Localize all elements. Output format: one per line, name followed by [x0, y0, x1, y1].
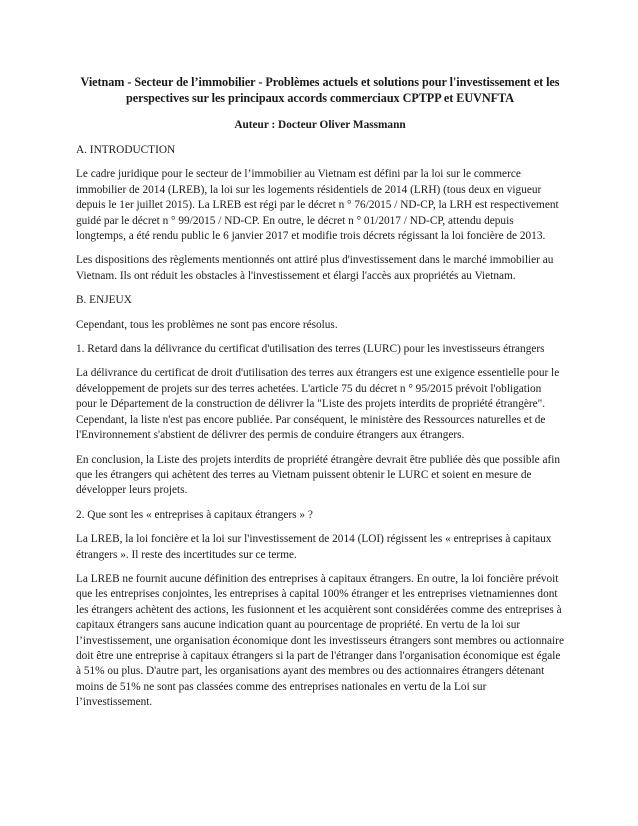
document-page [76, 74, 564, 720]
subheading-issue-1: 1. Retard dans la délivrance du certificat d'utilisation des terres (LURC) pour les investisseurs étrangers [76, 343, 545, 356]
paragraph-intro-1: Le cadre juridique pour le secteur de l’immobilier au Vietnam est défini par la loi sur le commerce immobilier de 2014 (LREB), la loi sur les logements résidentiels de 2014 (LRH) (tous deux en vigueur depuis le 1er juillet 2015). La LREB est régi par le décret n ° 76/2015 / ND-CP, la LRH est respectivement guidé par le décret n ° 99/2015 / ND-CP. En outre, le décret n ° 01/2017 / ND-CP, attendu depuis longtemps, a été rendu public le 6 janvier 2017 et modifie trois décrets régissant la loi foncière de 2013. [76, 168, 559, 243]
section-heading-issues: B. ENJEUX [76, 294, 132, 307]
section-heading-introduction: A. INTRODUCTION [76, 144, 176, 156]
document-author: Auteur : Docteur Oliver Massmann [234, 119, 406, 131]
paragraph-issue2-2: La LREB ne fournit aucune définition des entreprises à capitaux étrangers. En outre, la loi foncière prévoit que les entreprises conjointes, les entreprises à capital 100% étranger et les entreprises vietnamiennes dont les étrangers achètent des actions, les fusionnent et les acquièrent sont considérées comme des entreprises à capitaux étrangers sans aucune indication quant au pourcentage de propriété. En vertu de la loi sur l’investissement, une organisation économique dont les investisseurs étrangers sont membres ou actionnaire doit être une entreprise à capitaux étrangers si la part de l'étranger dans l'organisation économique est égale à 51% ou plus. D'autre part, les organisations ayant des membres ou des actionnaires étrangers détenant moins de 51% ne sont pas classées comme des entreprises nationales en vertu de la Loi sur l’investissement. [76, 572, 564, 709]
paragraph-issue1-1: La délivrance du certificat de droit d'utilisation des terres aux étrangers est une exigence essentielle pour le développement de projets sur des terres achetées. L'article 75 du décret n ° 95/2015 prévoit l'obligation pour le Département de la construction de délivrer la "Liste des projets interdits de propriété étrangère". Cependant, la liste n'est pas encore publiée. Par conséquent, le ministère des Ressources naturelles et de l'Environnement s'abstient de délivrer des permis de conduire étrangers aux étrangers. [76, 367, 560, 442]
document-title: Vietnam - Secteur de l’immobilier - Problèmes actuels et solutions pour l'investissement et les perspectives sur les principaux accords commerciaux CPTPP et EUVNFTA [80, 75, 560, 105]
subheading-issue-2: 2. Que sont les « entreprises à capitaux étrangers » ? [76, 508, 313, 521]
paragraph-issue2-1: La LREB, la loi foncière et la loi sur l'investissement de 2014 (LOI) régissent les « entreprises à capitaux étrangers ». Il reste des incertitudes sur ce terme. [76, 533, 552, 561]
paragraph-issue1-2: En conclusion, la Liste des projets interdits de propriété étrangère devrait être publiée dès que possible afin que les étrangers qui achètent des terres au Vietnam puissent obtenir le LURC et soient en mesure de développer leurs projets. [76, 453, 561, 497]
paragraph-intro-2: Les dispositions des règlements mentionnés ont attiré plus d'investissement dans le marché immobilier au Vietnam. Ils ont réduit les obstacles à l'investissement et élargi l'accès aux propriétés au Vietnam. [76, 254, 554, 282]
paragraph-issues-1: Cependant, tous les problèmes ne sont pas encore résolus. [76, 318, 338, 331]
